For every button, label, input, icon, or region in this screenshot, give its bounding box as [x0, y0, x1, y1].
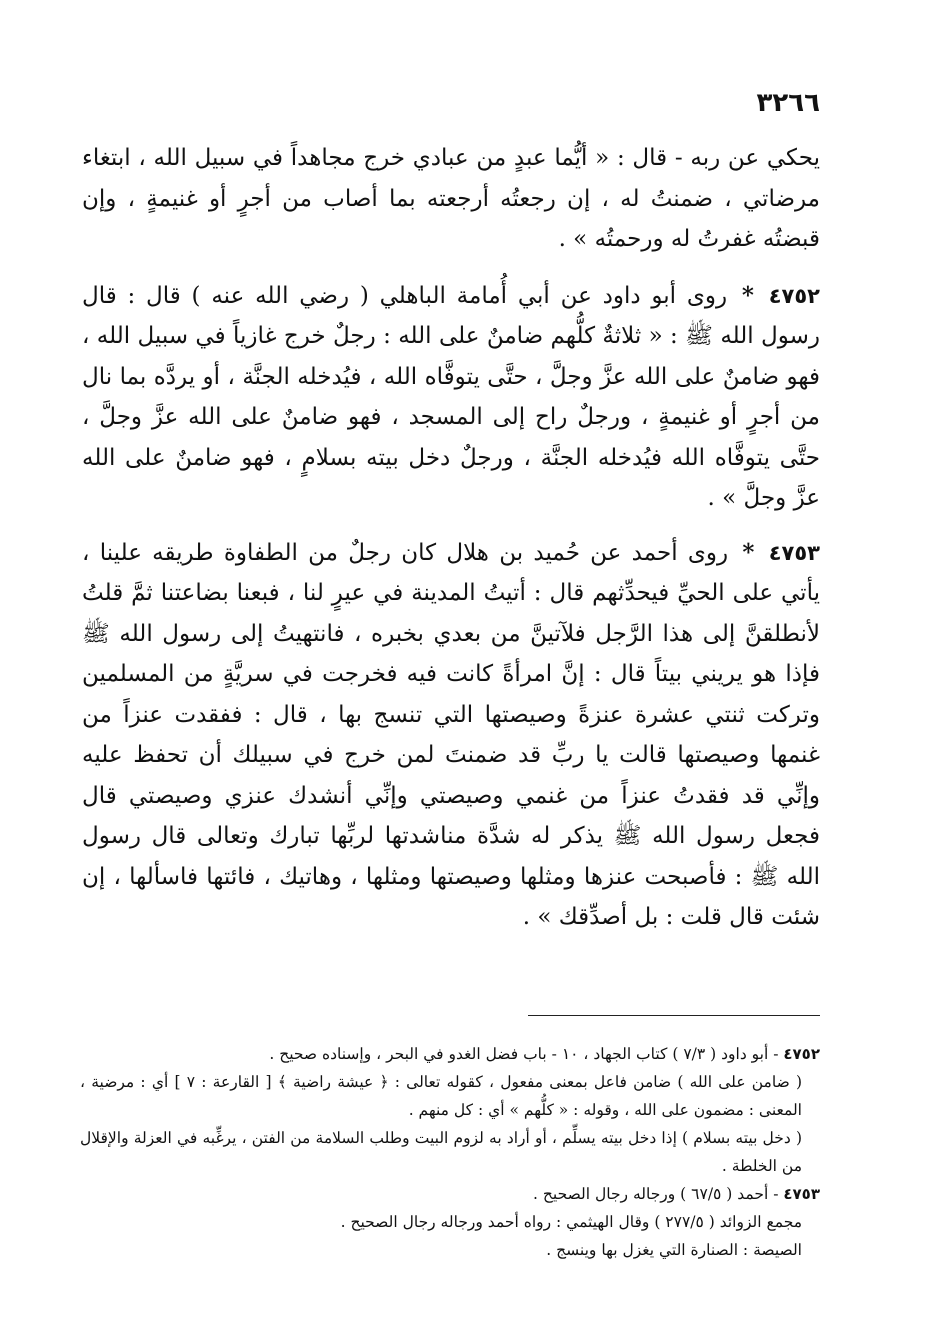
footnote-divider	[528, 1015, 820, 1016]
footnote-note: ( دخل بيته بسلام ) إذا دخل بيته يسلِّم ، أو أراد به لزوم البيت وطلب السلامة من الفتن ، يرغِّبه في العزلة والإقلال من الخلطة .	[80, 1129, 802, 1175]
footnote-number: ٤٧٥٢	[783, 1045, 820, 1063]
hadith-4753	[82, 533, 820, 938]
hadith-text: روى أحمد عن حُميد بن هلال كان رجلٌ من الطفاوة طريقه علينا ، يأتي على الحيِّ فيحدِّثهم قال : أتيتُ المدينة في عيرٍ لنا ، فبعنا بضاعتنا ثمَّ قلتُ لأنطلقنَّ إلى هذا الرَّجل فلآتينَّ من بعدي بخبره ، فانتهيتُ إلى رسول الله ﷺ فإذا هو يريني بيتاً قال : إنَّ امرأةً كانت فيه فخرجت في سريَّةٍ من المسلمين وتركت ثنتي عشرة عنزةً وصيصتها التي تنسج بها ، قال : ففقدت عنزاً من غنمها وصيصتها قالت يا ربِّ قد ضمنتَ لمن خرج في سبيلك أن تحفظ عليه وإنِّي قد فقدتُ عنزاً من غنمي وصيصتي وإنِّي أنشدك عنزي وصيصتي قال فجعل رسول الله ﷺ يذكر له شدَّة مناشدتها لربِّها تبارك وتعالى قال رسول الله ﷺ : فأصبحت عنزها ومثلها وصيصتها ومثلها ، وهاتيك ، فائتها فاسألها ، إن شئت قال قلت : بل أصدِّقك » .	[82, 539, 820, 930]
star-marker: *	[741, 281, 754, 309]
main-text	[82, 138, 820, 952]
footnote-text: - أبو داود ( ٧/٣ ) كتاب الجهاد ، ١٠ - باب فضل الغدو في البحر ، وإسناده صحيح .	[269, 1045, 779, 1063]
hadith-number: ٤٧٥٣	[768, 540, 821, 565]
star-marker: *	[742, 538, 755, 566]
footnote-number: ٤٧٥٣	[783, 1185, 820, 1203]
hadith-number: ٤٧٥٢	[768, 283, 820, 308]
footnote-note: الصيصة : الصنارة التي يغزل بها وينسج .	[546, 1241, 802, 1259]
footnote-4752-source	[80, 1040, 820, 1068]
page-number: ٣٢٦٦	[756, 88, 820, 118]
intro-paragraph: يحكي عن ربه - قال : « أيُّما عبدٍ من عبادي خرج مجاهداً في سبيل الله ، ابتغاء مرضاتي ، ضمنتُ له ، إن رجعتُه أرجعته بما أصاب من أجرٍ أو غنيمةٍ ، وإن قبضتُه غفرتُ له ورحمتُه » .	[82, 145, 820, 252]
footnote-note: ( ضامن على الله ) ضامن فاعل بمعنى مفعول ، كقوله تعالى : ﴿ عيشة راضية ﴾ [ القارعة : ٧ ] أي : مرضية ، المعنى : مضمون على الله ، وقوله : « كلُّهم » أي : كل منهم .	[80, 1073, 802, 1119]
footnote-text: - أحمد ( ٦٧/٥ ) ورجاله رجال الصحيح .	[533, 1185, 779, 1203]
hadith-4752	[82, 276, 820, 519]
footnotes	[80, 1040, 820, 1264]
footnote-4753-source	[80, 1180, 820, 1208]
hadith-text: روى أبو داود عن أبي أُمامة الباهلي ( رضي الله عنه ) قال : قال رسول الله ﷺ : « ثلاثةٌ كلُّهم ضامنٌ على الله : رجلٌ خرج غازياً في سبيل الله ، فهو ضامنٌ على الله عزَّ وجلَّ ، حتَّى يتوفَّاه الله ، فيُدخله الجنَّة ، أو يردَّه بما نال من أجرٍ أو غنيمةٍ ، ورجلٌ راح إلى المسجد ، فهو ضامنٌ على الله عزَّ وجلَّ ، حتَّى يتوفَّاه الله فيُدخله الجنَّة ، ورجلٌ دخل بيته بسلامٍ ، فهو ضامنٌ على الله عزَّ وجلَّ » .	[82, 282, 820, 511]
footnote-note: مجمع الزوائد ( ٢٧٧/٥ ) وقال الهيثمي : رواه أحمد ورجاله رجال الصحيح .	[340, 1213, 802, 1231]
